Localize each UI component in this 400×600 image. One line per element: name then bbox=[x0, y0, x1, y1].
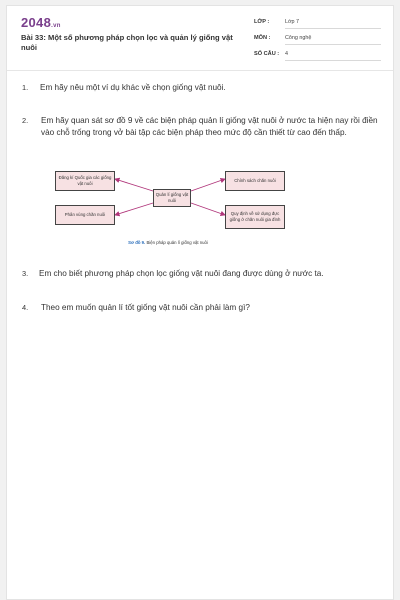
subject-underline bbox=[285, 44, 381, 45]
question-count-underline bbox=[285, 60, 381, 61]
management-diagram bbox=[41, 163, 295, 253]
question-count-value: 4 bbox=[285, 51, 288, 57]
arrow-to-registration bbox=[115, 179, 153, 191]
subject-value: Công nghệ bbox=[285, 35, 312, 41]
worksheet bbox=[6, 5, 394, 600]
question-2-number: 2. bbox=[22, 116, 29, 125]
question-4-number: 4. bbox=[22, 303, 29, 312]
diagram-regulation-box: Quy định về sử dụng đực giống ở chăn nuôi gia đình bbox=[225, 205, 285, 229]
arrow-to-zoning bbox=[115, 203, 153, 215]
caption-text: Biện pháp quản lí giống vật nuôi bbox=[146, 240, 208, 245]
site-logo[interactable] bbox=[21, 15, 61, 30]
arrow-to-policy bbox=[191, 179, 225, 191]
diagram-policy-box: Chính sách chăn nuôi bbox=[225, 171, 285, 191]
class-label: LỚP : bbox=[254, 19, 270, 25]
question-2-text: Em hãy quan sát sơ đồ 9 về các biện pháp quản lí giống vật nuôi ở nước ta hiện nay rồi điền vào chỗ trống trong vở bài tập các biện pháp theo mức độ cần thiết từ cao đến thấp. bbox=[41, 116, 378, 137]
question-count-label: SỐ CÂU : bbox=[254, 51, 280, 57]
diagram-center-box: Quản lí giống vật nuôi bbox=[153, 189, 191, 207]
diagram-zoning-box: Phân vùng chăn nuôi bbox=[55, 205, 115, 225]
header-divider bbox=[7, 70, 393, 71]
worksheet-header bbox=[7, 6, 393, 68]
question-3-text: Em cho biết phương pháp chọn lọc giống vật nuôi đang được dùng ở nước ta. bbox=[39, 269, 324, 278]
question-1-text: Em hãy nêu một ví dụ khác về chọn giống vật nuôi. bbox=[40, 83, 226, 92]
subject-label: MÔN : bbox=[254, 35, 271, 41]
lesson-title: Bài 33: Một số phương pháp chọn lọc và quản lý giống vật nuôi bbox=[21, 33, 233, 52]
question-4-text: Theo em muốn quản lí tốt giống vật nuôi cần phải làm gì? bbox=[41, 303, 250, 312]
diagram-registration-box: Đăng kí Quốc gia các giống vật nuôi bbox=[55, 171, 115, 191]
diagram-caption bbox=[41, 240, 295, 245]
class-value: Lớp 7 bbox=[285, 19, 300, 25]
logo-suffix: .vn bbox=[51, 23, 61, 29]
question-3-number: 3. bbox=[22, 269, 29, 278]
class-underline bbox=[285, 28, 381, 29]
question-1-number: 1. bbox=[22, 83, 29, 92]
logo-text: 2048 bbox=[21, 15, 52, 30]
caption-label: Sơ đồ 9. bbox=[128, 240, 146, 245]
arrow-to-regulation bbox=[191, 203, 225, 215]
